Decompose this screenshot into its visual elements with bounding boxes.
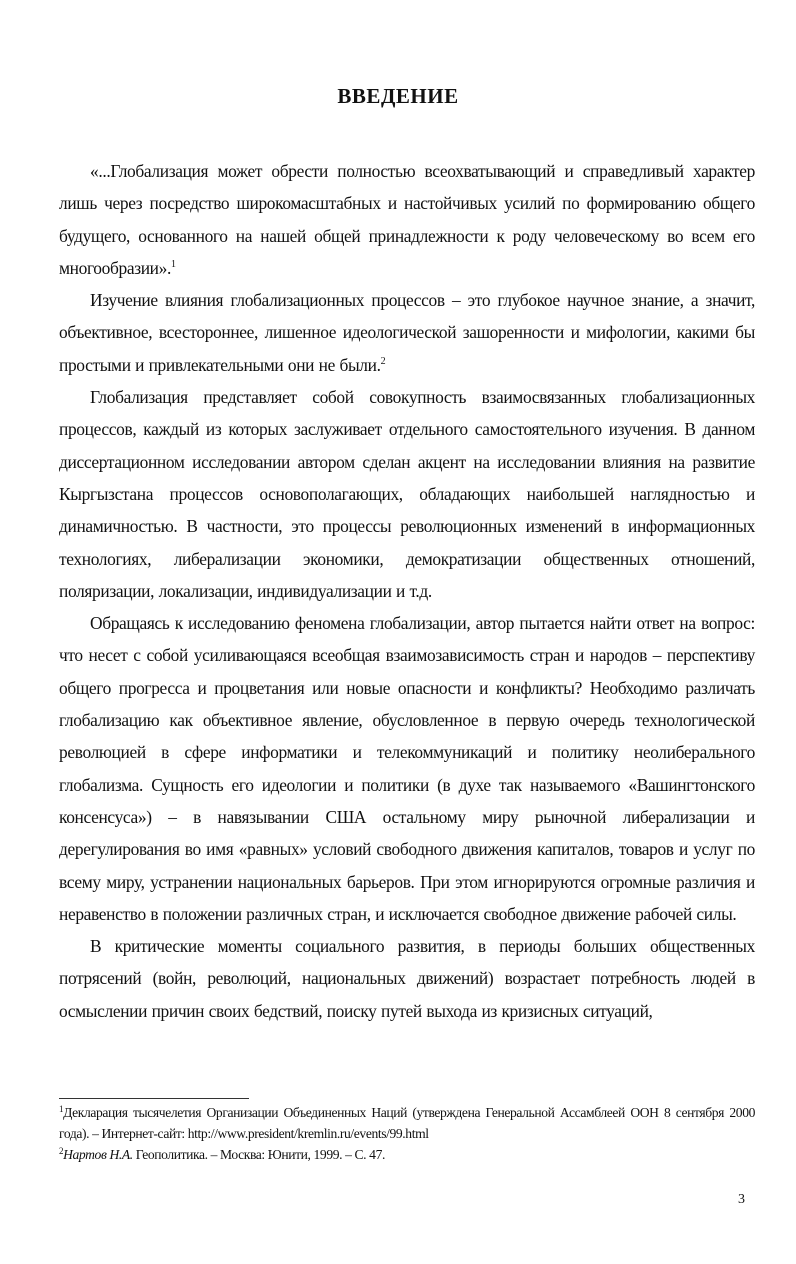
page-number: 3	[738, 1192, 745, 1207]
paragraph-5: В критические моменты социального развития, в периоды больших общественных потрясений (войн, революций, национальных движений) возрастает потребность людей в осмыслении причин своих бедствий, поиску путей выхода из кризисных ситуаций,	[59, 936, 755, 1021]
paragraph-3: Глобализация представляет собой совокупность взаимосвязанных глобализационных процессов, каждый из которых заслуживает отдельного самостоятельного изучения. В данном диссертационном исследовании автором сделан акцент на исследовании влияния на развитие Кыргызстана процессов основополагающих, обладающих наибольшей наглядностью и динамичностью. В частности, это процессы революционных изменений в информационных технологиях, либерализации экономики, демократизации общественных отношений, поляризации, локализации, индивидуализации и т.д.	[59, 387, 755, 601]
paragraph-1	[59, 155, 755, 284]
footnote-separator	[59, 1098, 249, 1099]
paragraph-2	[59, 284, 755, 381]
footnote-1	[59, 1102, 755, 1144]
footnotes	[59, 1102, 755, 1165]
footnote-number: 2	[59, 1146, 64, 1156]
footnote-text: Декларация тысячелетия Организации Объединенных Наций (утверждена Генеральной Ассамблеей ООН 8 сентября 2000 года). – Интернет-сайт: http://www.president/kremlin.ru/events/99.html	[59, 1105, 755, 1141]
body-text	[59, 155, 755, 1027]
page-title: ВВЕДЕНИЕ	[337, 84, 459, 108]
footnote-ref-2[interactable]: 2	[380, 355, 386, 367]
footnote-author: Нартов Н.А.	[63, 1147, 133, 1162]
paragraph-text: «...Глобализация может обрести полностью всеохватывающий и справедливый характер лишь через посредство широкомасштабных и настойчивых усилий по формированию общего будущего, основанного на нашей общей принадлежности к роду человеческому во всем его многообразии».	[59, 161, 755, 278]
footnote-number: 1	[59, 1104, 64, 1114]
footnote-2	[59, 1144, 755, 1165]
paragraph-4: Обращаясь к исследованию феномена глобализации, автор пытается найти ответ на вопрос: что несет с собой усиливающаяся всеобщая взаимозависимость стран и народов – перспективу общего прогресса и процветания или новые опасности и конфликты? Необходимо различать глобализацию как объективное явление, обусловленное в первую очередь технологической революцией в сфере информатики и телекоммуникаций и политику неолиберального глобализма. Сущность его идеологии и политики (в духе так называемого «Вашингтонского консенсуса») – в навязывании США остальному миру рыночной либерализации и дерегулирования во имя «равных» условий свободного движения капиталов, товаров и услуг по всему миру, устранении национальных барьеров. При этом игнорируются огромные различия и неравенство в положении различных стран, и исключается свободное движение рабочей силы.	[59, 613, 755, 924]
footnote-ref-1[interactable]: 1	[171, 258, 176, 270]
footnote-text: Геополитика. – Москва: Юнити, 1999. – С. 47.	[132, 1147, 385, 1162]
paragraph-text: Изучение влияния глобализационных процессов – это глубокое научное знание, а значит, объективное, всестороннее, лишенное идеологической зашоренности и мифологии, какими бы простыми и привлекательными они не были.	[59, 290, 755, 375]
